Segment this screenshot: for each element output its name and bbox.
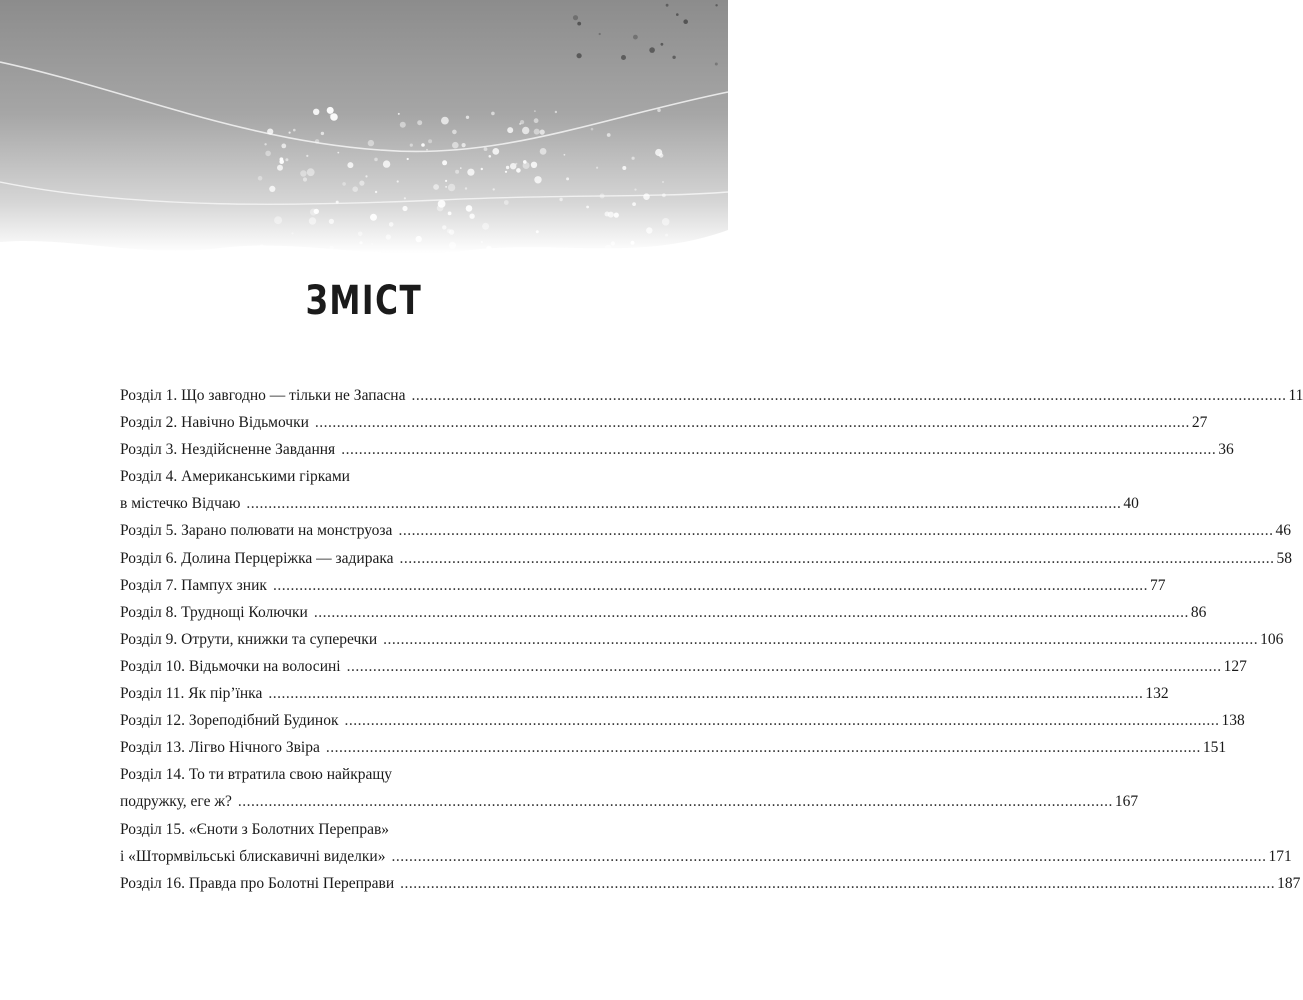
- chapter-title: Розділ 5. Зарано полювати на монструоза: [120, 522, 393, 540]
- sparkle-dot: [534, 129, 540, 135]
- sparkle-dot: [383, 160, 390, 167]
- sparkle-dot: [555, 111, 557, 113]
- sparkle-dot: [506, 166, 509, 169]
- toc-line: [120, 599, 1207, 626]
- page-number: 187: [1277, 874, 1301, 892]
- sparkle-dot: [352, 186, 358, 192]
- toc-line: [120, 653, 1247, 680]
- sparkle-dot: [370, 214, 377, 221]
- dark-speck: [666, 4, 669, 7]
- sparkle-dot: [329, 246, 333, 250]
- page-number: 132: [1145, 685, 1169, 703]
- sparkle-dot: [437, 205, 444, 212]
- dot-leader: ........................................................................................................................................................................................................: [325, 739, 1201, 757]
- sparkle-dot: [375, 191, 377, 193]
- sparkle-dot: [407, 158, 409, 160]
- chapter-title: Розділ 10. Відьмочки на волосині: [120, 657, 341, 675]
- page-number: 46: [1275, 522, 1291, 540]
- sparkle-dot: [455, 170, 459, 174]
- chapter-title: Розділ 4. Американськими гірками: [120, 468, 350, 486]
- page-number: 86: [1190, 603, 1207, 621]
- dark-speck: [649, 47, 655, 53]
- dark-speck: [577, 53, 582, 58]
- chapter-title: Розділ 7. Пампух зник: [120, 576, 267, 594]
- sparkle-dot: [566, 177, 569, 180]
- sparkle-dot: [596, 167, 598, 169]
- sparkle-dot: [368, 140, 374, 146]
- sparkle-dot: [632, 157, 635, 160]
- page-number: 106: [1260, 630, 1284, 648]
- sparkle-dot: [274, 216, 282, 224]
- toc-entry: [120, 572, 1166, 599]
- sparkle-dot: [300, 170, 306, 176]
- sparkle-dot: [397, 180, 399, 182]
- sparkle-dot: [402, 206, 407, 211]
- sparkle-dot: [505, 171, 507, 173]
- sparkle-dot: [293, 129, 296, 132]
- dot-leader: ........................................................................................................................................................................................................: [400, 874, 1276, 892]
- sparkle-dot: [643, 193, 650, 200]
- dot-leader: ........................................................................................................................................................................................................: [272, 576, 1148, 594]
- sparkle-dot: [445, 180, 447, 182]
- sparkle-dot: [465, 187, 467, 189]
- sparkle-dot: [460, 167, 462, 169]
- sparkle-dot: [417, 120, 422, 125]
- sparkle-dot: [466, 205, 473, 212]
- sparkle-dot: [404, 197, 406, 199]
- sparkle-dot: [489, 155, 492, 158]
- sparkle-dot: [452, 142, 459, 149]
- page-number: 127: [1223, 657, 1247, 675]
- sparkle-dot: [291, 232, 293, 234]
- dot-leader: ........................................................................................................................................................................................................: [246, 495, 1122, 513]
- chapter-title: Розділ 8. Труднощі Колючки: [120, 603, 308, 621]
- sparkle-dot: [447, 229, 451, 233]
- toc-line: [120, 816, 636, 843]
- page-number: 58: [1276, 549, 1293, 567]
- toc-line: [120, 843, 1292, 870]
- sparkle-dot: [428, 139, 432, 143]
- sparkle-dot: [281, 144, 286, 149]
- sparkle-dot: [307, 168, 315, 176]
- toc-line: [120, 382, 1303, 409]
- sparkle-dot: [421, 143, 425, 147]
- toc-line: [120, 788, 1139, 815]
- toc-line: [120, 463, 636, 490]
- toc-entry: [120, 626, 1284, 653]
- sparkle-dot: [631, 241, 635, 245]
- sparkle-dot: [449, 242, 456, 249]
- sparkle-dot: [448, 184, 455, 191]
- dark-speck: [573, 15, 578, 20]
- sparkle-dot: [306, 155, 308, 157]
- sparkle-dot: [491, 112, 495, 116]
- sparkle-dot: [452, 130, 457, 135]
- sparkle-dot: [441, 117, 449, 125]
- sparkle-dot: [462, 143, 466, 147]
- dark-speck: [683, 19, 688, 24]
- dark-speck: [577, 22, 581, 26]
- sparkle-dot: [608, 212, 614, 218]
- dot-leader: ........................................................................................................................................................................................................: [344, 712, 1220, 730]
- sparkle-dot: [303, 177, 307, 181]
- sparkle-dot: [540, 130, 545, 135]
- sparkle-dot: [622, 166, 626, 170]
- sparkle-dot: [504, 200, 509, 205]
- sparkle-dot: [359, 241, 362, 244]
- sparkle-dot: [486, 246, 492, 252]
- sparkle-dot: [329, 219, 334, 224]
- sparkle-dot: [285, 158, 288, 161]
- chapter-title: Розділ 11. Як пір’їнка: [120, 685, 263, 703]
- dot-leader: ........................................................................................................................................................................................................: [398, 522, 1274, 540]
- page-number: 36: [1218, 441, 1234, 459]
- sparkle-dot: [507, 127, 513, 133]
- page-number: 151: [1202, 739, 1227, 757]
- dot-leader: ........................................................................................................................................................................................................: [346, 657, 1222, 675]
- sparkle-dot: [655, 149, 662, 156]
- sparkle-dot: [321, 132, 324, 135]
- sparkle-dot: [614, 213, 619, 218]
- chapter-title: і «Штормвільські блискавичні виделки»: [120, 847, 386, 865]
- sparkle-dot: [534, 176, 541, 183]
- sparkle-dot: [359, 181, 364, 186]
- toc-entry: [120, 707, 1245, 734]
- chapter-title: подружку, еге ж?: [120, 793, 232, 811]
- dot-leader: ........................................................................................................................................................................................................: [383, 630, 1259, 648]
- toc-line: [120, 761, 636, 788]
- sparkle-dot: [523, 162, 530, 169]
- sparkle-dot: [445, 186, 447, 188]
- sparkle-dot: [481, 241, 483, 243]
- sparkle-dot: [467, 169, 474, 176]
- sparkle-dot: [586, 206, 589, 209]
- sparkle-dot: [386, 234, 391, 239]
- toc-entry: [120, 816, 1292, 870]
- sparkle-dot: [657, 109, 661, 113]
- page-number: 11: [1288, 387, 1303, 404]
- sparkle-dot: [522, 127, 529, 134]
- sparkle-dot: [634, 189, 636, 191]
- dark-speck: [633, 35, 638, 40]
- sparkle-dot: [289, 132, 291, 134]
- toc-entry: [120, 870, 1301, 897]
- dot-leader: ........................................................................................................................................................................................................: [399, 549, 1275, 567]
- sparkle-dot: [258, 176, 263, 181]
- sparkle-dot: [665, 234, 668, 237]
- sparkle-dot: [358, 232, 363, 237]
- chapter-title: Розділ 6. Долина Перцеріжка — задирака: [120, 549, 394, 567]
- sparkle-dot: [398, 113, 400, 115]
- page-number: 27: [1191, 414, 1208, 432]
- sparkle-dot: [269, 186, 275, 192]
- toc-line: [120, 626, 1284, 653]
- sparkle-dot: [442, 160, 447, 165]
- toc-line: [120, 545, 1293, 572]
- sparkle-dot: [448, 212, 452, 216]
- sparkle-dot: [605, 245, 611, 251]
- sparkle-dot: [531, 162, 537, 168]
- sparkle-dot: [313, 109, 319, 115]
- toc-line: [120, 870, 1301, 897]
- sparkle-dot: [536, 230, 539, 233]
- sparkle-dot: [662, 193, 666, 197]
- sparkle-dot: [611, 241, 615, 245]
- page-number: 40: [1123, 495, 1139, 513]
- sparkle-dot: [314, 209, 319, 214]
- dark-speck: [621, 55, 626, 60]
- page-number: 171: [1268, 847, 1292, 865]
- sparkle-dot: [591, 128, 594, 131]
- toc-line: [120, 517, 1291, 544]
- sparkle-dot: [466, 116, 469, 119]
- chapter-title: Розділ 2. Навічно Відьмочки: [120, 414, 309, 432]
- sparkle-dot: [416, 236, 422, 242]
- sparkle-dot: [519, 123, 521, 125]
- sparkle-dot: [342, 182, 346, 186]
- sparkle-dot: [315, 139, 319, 143]
- toc-line: [120, 707, 1245, 734]
- sparkle-dot: [259, 244, 265, 250]
- page-number: 77: [1149, 576, 1166, 594]
- chapter-title: Розділ 9. Отрути, книжки та суперечки: [120, 630, 378, 648]
- sparkle-dot: [365, 175, 367, 177]
- chapter-title: Розділ 15. «Єноти з Болотних Переправ»: [120, 820, 390, 838]
- sparkle-dot: [516, 168, 521, 173]
- sparkle-dot: [484, 147, 488, 151]
- toc-entry: [120, 517, 1291, 544]
- toc-line: [120, 734, 1227, 761]
- sparkle-dot: [482, 223, 489, 230]
- sparkle-dot: [559, 198, 562, 201]
- sparkle-dot: [492, 148, 499, 155]
- sparkle-dot: [481, 168, 483, 170]
- toc-entry: [120, 545, 1293, 572]
- chapter-title: Розділ 12. Зореподібний Будинок: [120, 712, 339, 730]
- header-banner: [0, 0, 728, 290]
- toc-entry: [120, 680, 1169, 707]
- chapter-title: в містечко Відчаю: [120, 495, 241, 513]
- dot-leader: ........................................................................................................................................................................................................: [341, 441, 1217, 459]
- sparkle-dot: [469, 214, 474, 219]
- sparkle-dot: [280, 157, 284, 161]
- sparkle-dot: [540, 148, 547, 155]
- sparkle-dot: [337, 152, 339, 154]
- table-of-contents: [120, 382, 1303, 897]
- sparkle-dot: [265, 151, 271, 157]
- dark-speck: [661, 43, 664, 46]
- toc-entry: [120, 761, 1139, 815]
- dark-speck: [676, 13, 679, 16]
- sparkle-dot: [515, 163, 517, 165]
- chapter-title: Розділ 1. Що завгодно — тільки не Запасна: [120, 387, 406, 404]
- sparkle-dot: [632, 202, 636, 206]
- sparkle-dot: [564, 154, 566, 156]
- dark-speck: [715, 4, 717, 6]
- dot-leader: ........................................................................................................................................................................................................: [313, 603, 1189, 621]
- toc-line: [120, 572, 1166, 599]
- sparkle-dot: [600, 194, 605, 199]
- toc-entry: [120, 599, 1207, 626]
- sparkle-dot: [327, 107, 334, 114]
- toc-line: [120, 680, 1169, 707]
- toc-entry: [120, 463, 1139, 517]
- sparkle-dot: [400, 122, 406, 128]
- sparkle-dot: [534, 118, 539, 123]
- sparkle-dot: [646, 227, 652, 233]
- sparkle-dot: [534, 110, 536, 112]
- toc-entry: [120, 436, 1234, 463]
- page-number: 167: [1114, 793, 1139, 811]
- sparkle-dot: [371, 243, 373, 245]
- sparkle-dot: [662, 218, 670, 226]
- dark-speck: [599, 33, 601, 35]
- dark-speck: [672, 56, 675, 59]
- toc-entry: [120, 382, 1303, 409]
- page-number: 138: [1221, 712, 1245, 730]
- sparkle-dot: [267, 129, 273, 135]
- sparkle-dot: [383, 249, 385, 251]
- sparkle-dot: [426, 149, 428, 151]
- dot-leader: ........................................................................................................................................................................................................: [268, 685, 1144, 703]
- sparkle-dot: [389, 222, 394, 227]
- page-title: ЗМІСТ: [305, 278, 423, 324]
- chapter-title: Розділ 14. То ти втратила свою найкращу: [120, 766, 393, 784]
- dot-leader: ........................................................................................................................................................................................................: [411, 387, 1287, 404]
- sparkle-dot: [493, 188, 495, 190]
- toc-line: [120, 436, 1234, 463]
- toc-entry: [120, 409, 1208, 436]
- dark-speck: [715, 63, 718, 66]
- toc-entry: [120, 734, 1227, 761]
- toc-line: [120, 490, 1139, 517]
- sparkle-dot: [264, 143, 266, 145]
- sparkle-dot: [309, 217, 316, 224]
- chapter-title: Розділ 13. Лігво Нічного Звіра: [120, 739, 320, 757]
- toc-entry: [120, 653, 1247, 680]
- sparkle-dot: [336, 201, 339, 204]
- dot-leader: ........................................................................................................................................................................................................: [391, 847, 1267, 865]
- sparkle-dot: [442, 225, 446, 229]
- chapter-title: Розділ 16. Правда про Болотні Переправи: [120, 874, 395, 892]
- sparkle-dot: [347, 162, 353, 168]
- chapter-title: Розділ 3. Нездійсненне Завдання: [120, 441, 336, 459]
- sparkle-dot: [433, 184, 439, 190]
- sparkle-dot: [374, 158, 378, 162]
- sparkle-dot: [330, 114, 332, 116]
- sparkle-dot: [662, 181, 664, 183]
- dot-leader: ........................................................................................................................................................................................................: [314, 414, 1190, 432]
- dot-leader: ........................................................................................................................................................................................................: [237, 793, 1113, 811]
- toc-line: [120, 409, 1208, 436]
- sparkle-dot: [410, 144, 413, 147]
- sparkle-dot: [277, 165, 283, 171]
- sparkle-dot: [607, 133, 611, 137]
